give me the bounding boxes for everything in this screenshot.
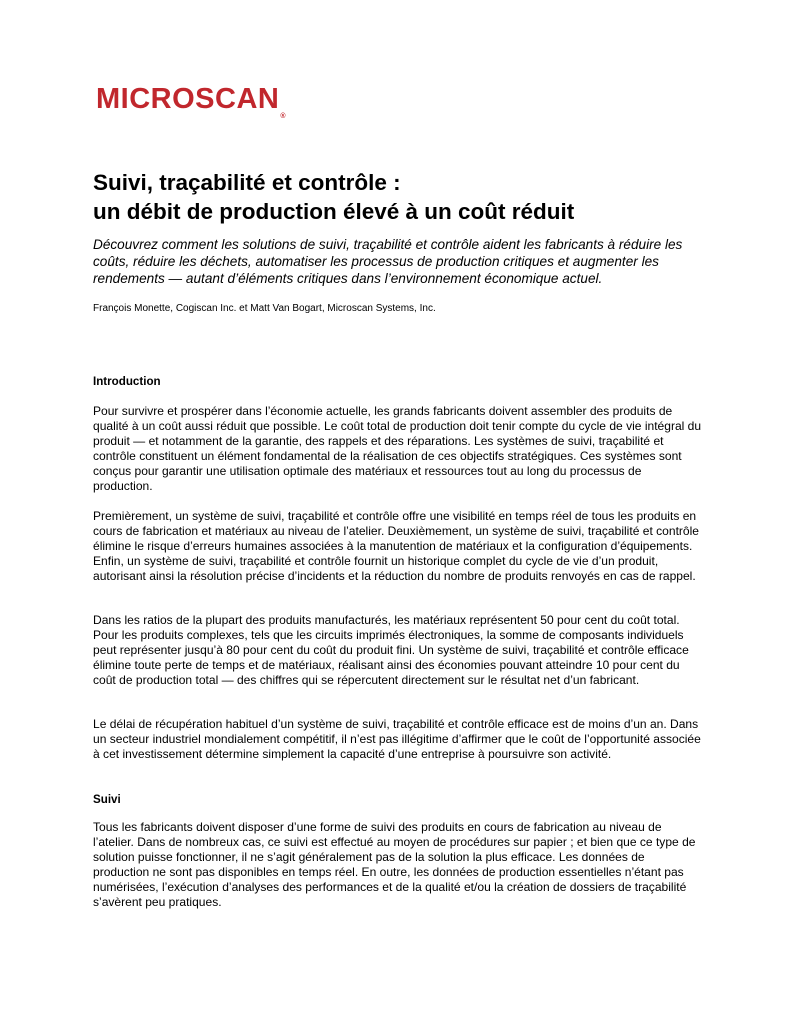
authors-line: François Monette, Cogiscan Inc. et Matt Van Bogart, Microscan Systems, Inc. <box>93 303 436 314</box>
document-title <box>93 168 713 226</box>
logo-text: MICROSCAN <box>96 83 280 115</box>
title-line-2: un débit de production élevé à un coût réduit <box>93 199 575 224</box>
intro-paragraph-2: Premièrement, un système de suivi, traçabilité et contrôle offre une visibilité en temps réel de tous les produits en cours de fabrication et matériaux au niveau de l’atelier. Deuxièmement, un système de suivi, traçabilité et contrôle élimine le risque d’erreurs humaines associées à la manutention de matériaux et la configuration d’équipements. Enfin, un système de suivi, traçabilité et contrôle fournit un historique complet du cycle de vie d’un produit, autorisant ainsi la résolution précise d’incidents et la réduction du nombre de produits renvoyés en cas de rappel. <box>93 509 700 583</box>
suivi-heading: Suivi <box>93 793 121 806</box>
intro-paragraph-1: Pour survivre et prospérer dans l’économie actuelle, les grands fabricants doivent assembler des produits de qualité à un coût aussi réduit que possible. Le coût total de production doit tenir compte du cycle de vie intégral du produit — et notamment de la garantie, des rappels et des réparations. Les systèmes de suivi, traçabilité et contrôle constituent un élément fondamental de la réalisation de ces objectifs stratégiques. Ces systèmes sont conçus pour garantir une utilisation optimale des matériaux et ressources tout au long du processus de production. <box>93 404 702 493</box>
intro-paragraph-4: Le délai de récupération habituel d’un système de suivi, traçabilité et contrôle efficace est de moins d’un an. Dans un secteur industriel mondialement compétitif, il n’est pas illégitime d’affirmer que le coût de l’opportunité associée à cet investissement détermine simplement la capacité d’une entreprise à poursuivre son activité. <box>93 717 701 761</box>
lead-paragraph: Découvrez comment les solutions de suivi, traçabilité et contrôle aident les fabricants à réduire les coûts, réduire les déchets, automatiser les processus de production critiques et augmenter les rendements — autant d’éléments critiques dans l’environnement économique actuel. <box>93 237 683 286</box>
registered-mark: ® <box>280 113 287 120</box>
microscan-logo <box>96 83 287 120</box>
intro-paragraph-3: Dans les ratios de la plupart des produits manufacturés, les matériaux représentent 50 pour cent du coût total. Pour les produits complexes, tels que les circuits imprimés électroniques, la somme de composants individuels peut représenter jusqu’à 80 pour cent du coût du produit fini. Un système de suivi, traçabilité et contrôle efficace élimine toute perte de temps et de matériaux, réalisant ainsi des économies pouvant atteindre 10 pour cent du coût de production total — des chiffres qui se répercutent directement sur le résultat net d’un fabricant. <box>93 613 689 687</box>
title-line-1: Suivi, traçabilité et contrôle : <box>93 170 401 195</box>
introduction-heading: Introduction <box>93 375 161 388</box>
suivi-paragraph-1: Tous les fabricants doivent disposer d’une forme de suivi des produits en cours de fabrication au niveau de l’atelier. Dans de nombreux cas, ce suivi est effectué au moyen de procédures sur papier ; et bien que ce type de solution puisse fonctionner, il ne s’agit généralement pas de la solution la plus efficace. Les données de production ne sont pas disponibles en temps réel. En outre, les données de production essentielles n’étant pas numérisées, l’exécution d’analyses des performances et de la qualité et/ou la création de dossiers de traçabilité s’avèrent peu pratiques. <box>93 820 696 909</box>
